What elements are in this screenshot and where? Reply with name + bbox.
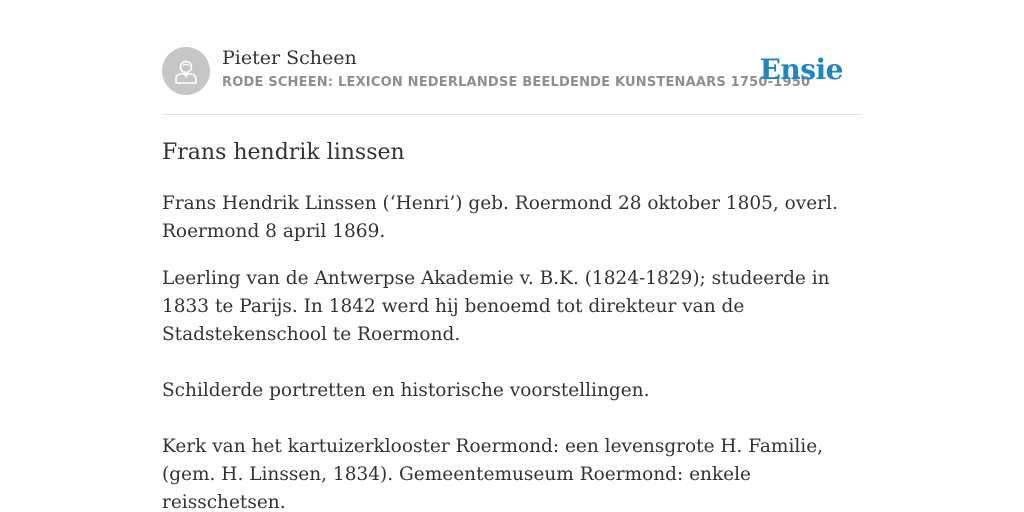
user-icon: [171, 56, 201, 86]
article-body: [162, 190, 862, 512]
page-title: Frans hendrik linssen: [162, 140, 405, 165]
ensie-logo[interactable]: Ensie: [759, 53, 843, 86]
paragraph-subjects: Schilderde portretten en historische voorstellingen.: [162, 380, 650, 401]
author-name[interactable]: Pieter Scheen: [222, 47, 357, 69]
article-header: [162, 46, 862, 115]
avatar[interactable]: [162, 47, 210, 95]
paragraph-works: Kerk van het kartuizerklooster Roermond: een levensgrote H. Familie, (gem. H. Linssen, 1834). Gemeentemuseum Roermond: enkele reisschetsen.: [162, 436, 824, 512]
source-title[interactable]: RODE SCHEEN: LEXICON NEDERLANDSE BEELDENDE KUNSTENAARS 1750-1950: [222, 75, 811, 90]
paragraph-education: Leerling van de Antwerpse Akademie v. B.K. (1824-1829); studeerde in 1833 te Parijs. In 1842 werd hij benoemd tot direkteur van de Stadstekenschool te Roermond.: [162, 268, 830, 345]
paragraph-birth-death: Frans Hendrik Linssen (‘Henri’) geb. Roermond 28 oktober 1805, overl. Roermond 8 april 1869.: [162, 193, 838, 242]
